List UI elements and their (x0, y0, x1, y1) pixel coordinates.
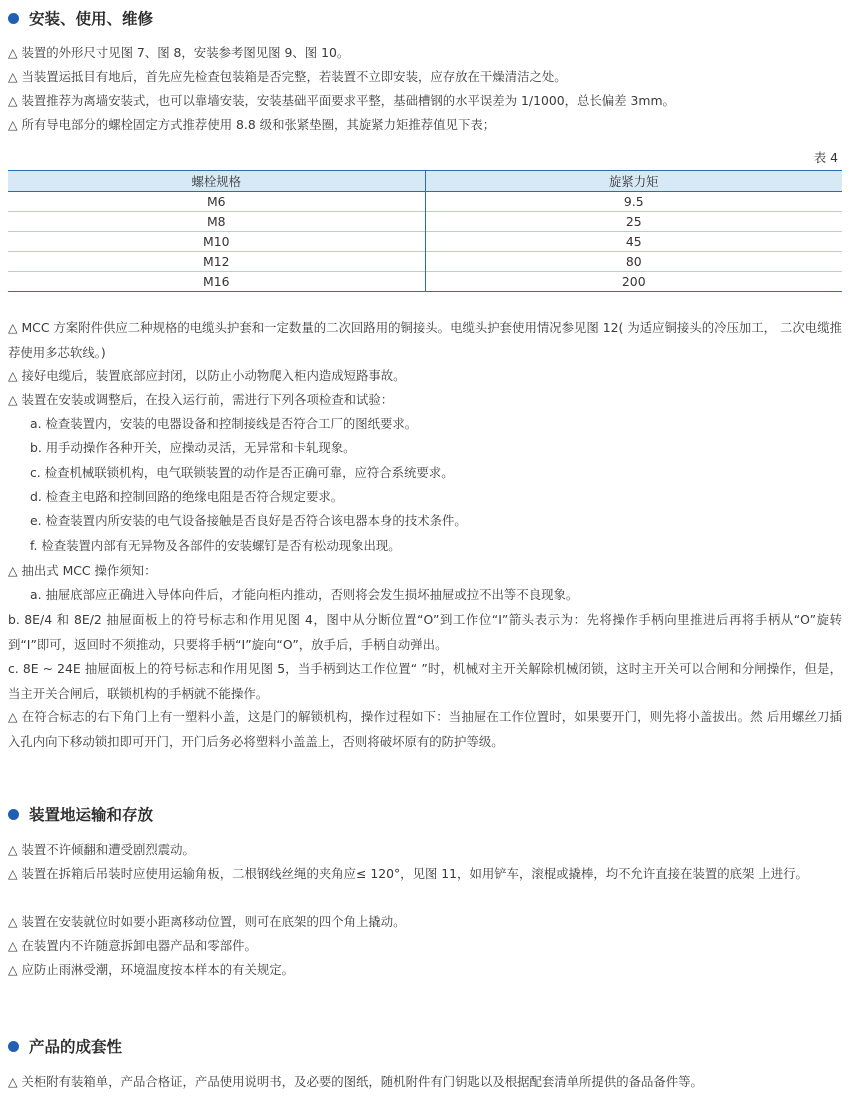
paragraph: △ 关柜附有装箱单，产品合格证，产品使用说明书，及必要的图纸，随机附件有门钥匙以及根据配套清单所提供的备品备件等。 (8, 1074, 703, 1089)
section-title: 安装、使用、维修 (29, 10, 154, 28)
checklist-item: e. 检查装置内所安装的电气设备接触是否良好是否符合该电器本身的技术条件。 (30, 513, 467, 528)
table-cell: 25 (425, 212, 842, 232)
table-row (8, 252, 842, 272)
paragraph: △ MCC 方案附件供应二种规格的电缆头护套和一定数量的二次回路用的铜接头。电缆头护套使用情况参见图 12( 为适应铜接头的冷压加工， 二次电缆推荐使用多芯软线。) (8, 320, 842, 360)
paragraph: △ 当装置运抵目有地后，首先应先检查包装箱是否完整，若装置不立即安装，应存放在干燥清洁之处。 (8, 69, 567, 84)
blue-bullet-icon (8, 13, 19, 24)
bolt-torque-table (8, 170, 842, 292)
checklist-item: a. 检查装置内，安装的电器设备和控制接线是否符合工厂的图纸要求。 (30, 416, 418, 431)
checklist-item: c. 检查机械联锁机构，电气联锁装置的动作是否正确可靠，应符合系统要求。 (30, 465, 454, 480)
table-header: 螺栓规格 (8, 171, 425, 192)
table-caption: 表 4 (813, 150, 838, 165)
section-heading-transport (8, 803, 153, 825)
table-row (8, 272, 842, 292)
paragraph: △ 在符合标志的右下角门上有一塑料小盖，这是门的解锁机构，操作过程如下：当抽屉在工作位置时，如果要开门，则先将小盖拔出。然 后用螺丝刀插入孔内向下移动锁扣即可开门，开门后务必将塑料小盖盖上，否则将破坏原有的防护等级。 (8, 709, 842, 749)
paragraph: △ 装置在拆箱后吊装时应使用运输角板，二根钢线丝绳的夹角应≤ 120°，见图 11，如用铲车，滚棍或撬棒，均不允许直接在装置的底架 上进行。 (8, 866, 808, 881)
table-row (8, 212, 842, 232)
operation-item: c. 8E ~ 24E 抽屉面板上的符号标志和作用见图 5，当手柄到达工作位置“ ”时，机械对主开关解除机械闭锁，这时主开关可以合闸和分闸操作，但是，当主开关合闸后，联锁机构的手柄就不能操作。 (8, 661, 842, 701)
table-cell: M6 (8, 192, 425, 212)
section-heading-install (8, 7, 153, 29)
blue-bullet-icon (8, 1041, 19, 1052)
paragraph: △ 装置在安装或调整后，在投入运行前，需进行下列各项检查和试验： (8, 392, 394, 407)
checklist-item: f. 检查装置内部有无异物及各部件的安装螺钉是否有松动现象出现。 (30, 538, 401, 553)
checklist-item: b. 用手动操作各种开关，应操动灵活，无异常和卡轧现象。 (30, 440, 356, 455)
table-header: 旋紧力矩 (425, 171, 842, 192)
table-cell: 9.5 (425, 192, 842, 212)
table-row (8, 192, 842, 212)
paragraph: △ 装置推荐为离墙安装式，也可以靠墙安装，安装基础平面要求平整，基础槽钢的水平误差为 1/1000，总长偏差 3mm。 (8, 93, 675, 108)
table-row (8, 232, 842, 252)
table-cell: 45 (425, 232, 842, 252)
operation-item: a. 抽屉底部应正确进入导体向件后，才能向柜内推动，否则将会发生损坏抽屉或拉不出等不良现象。 (30, 587, 579, 602)
paragraph: △ 装置不许倾翻和遭受剧烈震动。 (8, 842, 195, 857)
paragraph: △ 接好电缆后，装置底部应封闭，以防止小动物爬入柜内造成短路事故。 (8, 368, 406, 383)
table-cell: M10 (8, 232, 425, 252)
checklist-item: d. 检查主电路和控制回路的绝缘电阻是否符合规定要求。 (30, 489, 344, 504)
section-heading-completeness (8, 1035, 122, 1057)
section-title: 装置地运输和存放 (29, 806, 154, 824)
paragraph: △ 应防止雨淋受潮，环境温度按本样本的有关规定。 (8, 962, 295, 977)
table-cell: M16 (8, 272, 425, 292)
paragraph: △ 装置的外形尺寸见图 7、图 8，安装参考图见图 9、图 10。 (8, 45, 350, 60)
table-cell: M8 (8, 212, 425, 232)
operation-item: b. 8E/4 和 8E/2 抽屉面板上的符号标志和作用见图 4，图中从分断位置“O”到工作位“I”箭头表示为：先将操作手柄向里推进后再将手柄从“O”旋转到“I”即可，返回时不须推动，只要将手柄“I”旋向“O”，放手后，手柄自动弹出。 (8, 612, 842, 652)
table-cell: M12 (8, 252, 425, 272)
section-title: 产品的成套性 (29, 1038, 123, 1056)
paragraph: △ 在装置内不许随意拆卸电器产品和零部件。 (8, 938, 257, 953)
blue-bullet-icon (8, 809, 19, 820)
table-cell: 200 (425, 272, 842, 292)
table-cell: 80 (425, 252, 842, 272)
paragraph: △ 装置在安装就位时如要小距离移动位置，则可在底架的四个角上撬动。 (8, 914, 406, 929)
paragraph: △ 所有导电部分的螺栓固定方式推荐使用 8.8 级和张紧垫圈，其旋紧力矩推荐值见下表； (8, 117, 496, 132)
paragraph: △ 抽出式 MCC 操作须知： (8, 563, 157, 578)
